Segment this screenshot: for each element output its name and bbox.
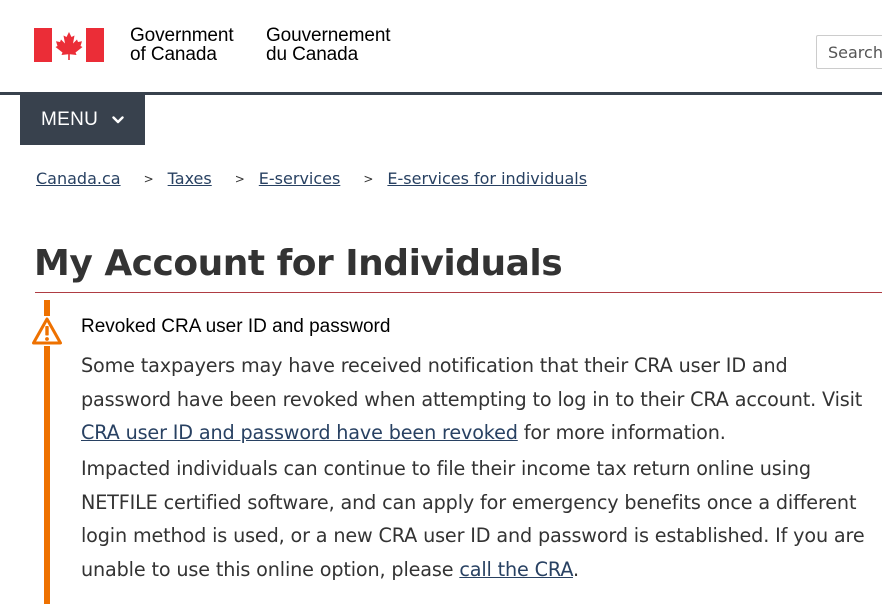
alert-heading: Revoked CRA user ID and password: [81, 316, 391, 337]
alert-icon-container: [31, 316, 63, 346]
revoked-credentials-link[interactable]: CRA user ID and password have been revoked: [81, 421, 518, 444]
breadcrumb: [36, 169, 587, 190]
title-underline: [35, 292, 882, 293]
alert-p1-text: Some taxpayers may have received notification that their CRA user ID and password have been revoked when attempting to log in to their CRA account. Visit: [81, 354, 863, 411]
government-signature-fr: [266, 26, 390, 64]
breadcrumb-link-taxes[interactable]: Taxes: [167, 169, 212, 188]
warning-triangle-icon: [31, 316, 63, 346]
signature-en-line2: of Canada: [130, 44, 217, 65]
page-title: My Account for Individuals: [34, 243, 563, 284]
breadcrumb-separator: >: [363, 172, 374, 186]
breadcrumb-separator: >: [143, 172, 154, 186]
call-cra-link[interactable]: call the CRA: [459, 557, 573, 581]
menu-label: MENU: [41, 109, 99, 130]
site-header: [0, 0, 882, 92]
alert-paragraph-2: [81, 452, 881, 586]
chevron-down-icon: [112, 114, 124, 126]
alert-p2-text-end: .: [572, 557, 579, 581]
alert-p2-text: Impacted individuals can continue to file their income tax return online using NETFILE certified software, and can apply for emergency benefits once a different login method is used, or a new CRA user ID and password is established. If you are unable to use this online option, please: [81, 457, 865, 581]
signature-fr-line2: du Canada: [266, 44, 359, 65]
breadcrumb-link-e-services[interactable]: E-services: [258, 169, 341, 188]
breadcrumb-link-canada[interactable]: Canada.ca: [36, 169, 121, 188]
alert-p1-text-end: for more information.: [517, 421, 726, 444]
signature-fr-line1: Gouvernement: [266, 25, 391, 46]
canada-flag-icon: [34, 28, 104, 62]
search-input[interactable]: [816, 35, 882, 69]
menu-button[interactable]: [20, 95, 145, 145]
government-signature-en: [130, 26, 234, 64]
breadcrumb-separator: >: [234, 172, 245, 186]
breadcrumb-link-e-services-individuals[interactable]: E-services for individuals: [387, 169, 588, 188]
signature-en-line1: Government: [130, 25, 234, 46]
alert-paragraph-1: [81, 349, 881, 450]
